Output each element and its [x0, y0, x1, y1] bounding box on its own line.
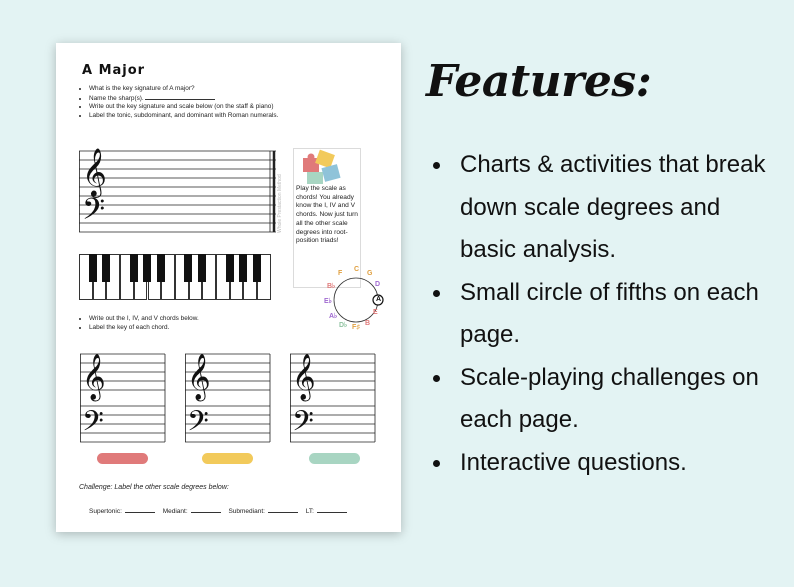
degree-label: Supertonic: [89, 508, 122, 515]
degree-label: Submediant: [228, 508, 265, 515]
cof-label: D [375, 281, 381, 288]
side-credit: Whole Prestaction Method [277, 174, 283, 233]
worksheet-title: A Major [82, 63, 146, 78]
features-list [432, 144, 780, 484]
cof-label: B♭ [327, 283, 336, 290]
cof-label: B [365, 320, 371, 327]
svg-text:𝄞: 𝄞 [187, 354, 211, 400]
cof-label: F [338, 270, 343, 277]
answer-blank [145, 94, 215, 100]
puzzle-pieces-icon [303, 150, 341, 184]
puzzle-instructions: Play the scale as chords! You already know the I, IV and V chords. Now just turn all the other scale degrees into root-position triads! [296, 185, 358, 245]
svg-text:𝄢: 𝄢 [187, 405, 209, 445]
feature-item: Small circle of fifths on each page. [432, 272, 780, 357]
circle-of-fifths [321, 265, 391, 335]
piano-keyboard [79, 254, 273, 302]
chord-label-pill-red [97, 453, 148, 464]
treble-clef-icon: 𝄞 [82, 147, 107, 196]
worksheet-page [56, 43, 401, 532]
chord-label-pill-green [309, 453, 360, 464]
svg-text:𝄞: 𝄞 [82, 354, 106, 400]
question-item: • Label the tonic, subdominant, and dominant with Roman numerals. [89, 112, 278, 121]
cof-label: C [354, 266, 360, 273]
chord-instruction-item: • Write out the I, IV, and V chords below. [89, 315, 199, 324]
grand-staff [79, 146, 279, 236]
degree-label: LT: [305, 508, 314, 515]
question-list [78, 85, 278, 120]
feature-item: Charts & activities that break down scale degrees and basic analysis. [432, 144, 780, 272]
svg-text:𝄞: 𝄞 [292, 354, 316, 400]
svg-text:𝄢: 𝄢 [82, 405, 104, 445]
feature-item: Scale-playing challenges on each page. [432, 357, 780, 442]
features-heading: Features: [426, 56, 652, 107]
bass-clef-icon: 𝄢 [82, 193, 106, 234]
challenge-text: Challenge: Label the other scale degrees below: [79, 484, 229, 491]
chord-staff-1 [80, 346, 166, 446]
cof-label: E♭ [324, 298, 332, 305]
cof-label: G [367, 270, 373, 277]
cof-label: A [376, 296, 382, 303]
cof-label: A♭ [329, 313, 338, 320]
chord-staff-3 [290, 346, 376, 446]
feature-item: Interactive questions. [432, 442, 780, 485]
chord-instruction-item: • Label the key of each chord. [89, 324, 199, 333]
question-item: • Name the sharp(s). [89, 94, 278, 104]
cof-label: F♯ [352, 324, 360, 331]
chord-label-pill-yellow [202, 453, 253, 464]
svg-text:𝄢: 𝄢 [292, 405, 314, 445]
scale-degree-row [89, 508, 353, 515]
question-item: • Write out the key signature and scale below (on the staff & piano) [89, 103, 278, 112]
chord-instructions [78, 315, 199, 332]
degree-label: Mediant: [162, 508, 188, 515]
question-item: • What is the key signature of A major? [89, 85, 278, 94]
cof-label: E [373, 309, 378, 316]
chord-staff-2 [185, 346, 271, 446]
cof-label: D♭ [339, 322, 348, 329]
